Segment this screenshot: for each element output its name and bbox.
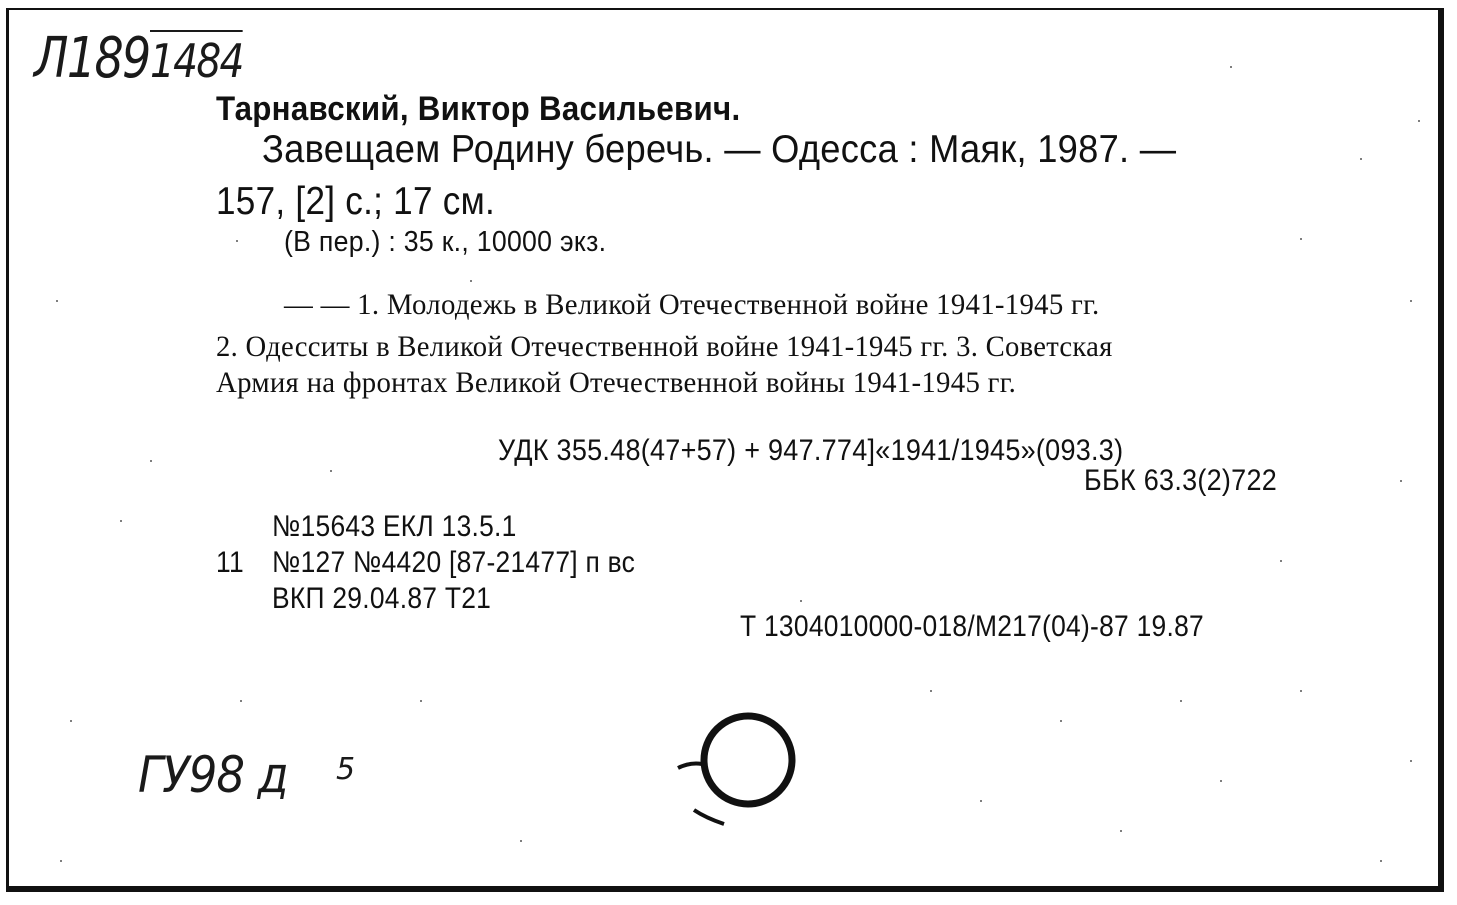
service-number: 11	[216, 546, 244, 579]
speckle	[120, 520, 122, 522]
service-line-2: №127 №4420 [87-21477] п вс	[272, 546, 636, 579]
speckle	[520, 840, 522, 842]
title-imprint-line-1: Завещаем Родину беречь. — Одесса : Маяк, 1987. —	[262, 128, 1177, 171]
speckle	[420, 700, 422, 702]
speckle	[70, 720, 72, 722]
subjects-line-1: — — 1. Молодежь в Великой Отечественной войне 1941-1945 гг.	[284, 288, 1100, 321]
speckle	[1180, 700, 1182, 702]
speckle	[1360, 158, 1362, 160]
speckle	[240, 700, 242, 702]
speckle	[1300, 690, 1302, 692]
speckle	[1400, 480, 1402, 482]
author-heading: Тарнавский, Виктор Васильевич.	[216, 90, 741, 128]
speckle	[1418, 120, 1420, 122]
service-line-1: №15643 ЕКЛ 13.5.1	[272, 510, 517, 543]
service-line-3: ВКП 29.04.87 Т21	[272, 582, 492, 615]
handwritten-inventory-superscript: 5	[336, 752, 356, 787]
speckle	[1280, 560, 1282, 562]
handwritten-call-number-over: 1484	[150, 30, 243, 88]
speckle	[330, 470, 332, 472]
speckle	[1410, 300, 1412, 302]
speckle	[1300, 238, 1302, 240]
udk-classification: УДК 355.48(47+57) + 947.774]«1941/1945»(093.3)	[498, 434, 1124, 467]
punch-hole-icon	[670, 708, 810, 838]
subjects-line-3: Армия на фронтах Великой Отечественной войны 1941-1945 гг.	[216, 366, 1017, 399]
speckle	[1060, 720, 1062, 722]
speckle	[800, 600, 802, 602]
speckle	[930, 690, 932, 692]
speckle	[1120, 830, 1122, 832]
speckle	[1230, 66, 1232, 68]
speckle	[1380, 860, 1382, 862]
title-imprint-line-2: 157, [2] с.; 17 см.	[216, 180, 496, 223]
handwritten-call-number: Л189	[34, 26, 150, 91]
speckle	[1220, 780, 1222, 782]
subjects-line-2: 2. Одесситы в Великой Отечественной войне 1941-1945 гг. 3. Советская	[216, 330, 1113, 363]
speckle	[150, 460, 152, 462]
binding-price: (В пер.) : 35 к., 10000 экз.	[284, 226, 607, 258]
publisher-code: Т 1304010000-018/М217(04)-87 19.87	[740, 610, 1204, 643]
speckle	[1410, 760, 1412, 762]
speckle	[470, 280, 472, 282]
speckle	[56, 300, 58, 302]
speckle	[980, 800, 982, 802]
handwritten-inventory-mark: ГУ98 д	[138, 746, 288, 804]
speckle	[60, 860, 62, 862]
speckle	[236, 240, 238, 242]
bbk-classification: ББК 63.3(2)722	[1084, 464, 1278, 497]
